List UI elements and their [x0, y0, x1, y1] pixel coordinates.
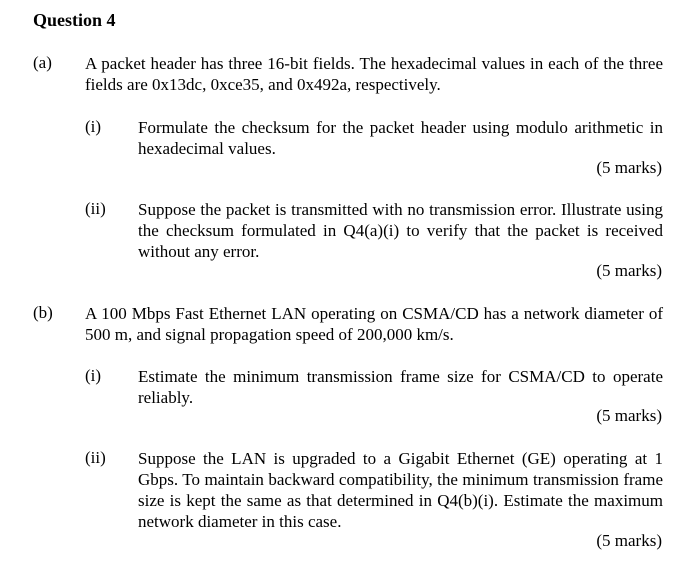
- part-a-i-label: (i): [85, 117, 102, 136]
- part-a-i-marks: (5 marks): [596, 158, 662, 177]
- part-b-ii-marks: (5 marks): [596, 531, 662, 550]
- part-a-i-text: Formulate the checksum for the packet header using modulo arithmetic in hexadecimal values.: [138, 118, 663, 158]
- part-b-ii-text: Suppose the LAN is upgraded to a Gigabit Ethernet (GE) operating at 1 Gbps. To maintain backward compatibility, the minimum transmission frame size is kept the same as that determined in Q4(b)(i). Estimate the maximum network diameter in this case.: [138, 449, 663, 531]
- part-a-ii-text: Suppose the packet is transmitted with no transmission error. Illustrate using the checksum formulated in Q4(a)(i) to verify that the packet is received without any error.: [138, 200, 663, 261]
- part-a-label: (a): [33, 53, 52, 72]
- question-title: Question 4: [33, 10, 116, 30]
- part-b-ii-label: (ii): [85, 448, 106, 467]
- part-b-i-text: Estimate the minimum transmission frame size for CSMA/CD to operate reliably.: [138, 367, 663, 407]
- part-a-ii-marks: (5 marks): [596, 261, 662, 280]
- part-b-i-marks: (5 marks): [596, 406, 662, 425]
- part-b-i-label: (i): [85, 366, 102, 385]
- part-a-text: A packet header has three 16-bit fields. The hexadecimal values in each of the three fields are 0x13dc, 0xce35, and 0x492a, respectively.: [85, 54, 663, 94]
- part-b-text: A 100 Mbps Fast Ethernet LAN operating on CSMA/CD has a network diameter of 500 m, and signal propagation speed of 200,000 km/s.: [85, 304, 663, 344]
- part-a-ii-label: (ii): [85, 199, 106, 218]
- part-b-label: (b): [33, 303, 53, 322]
